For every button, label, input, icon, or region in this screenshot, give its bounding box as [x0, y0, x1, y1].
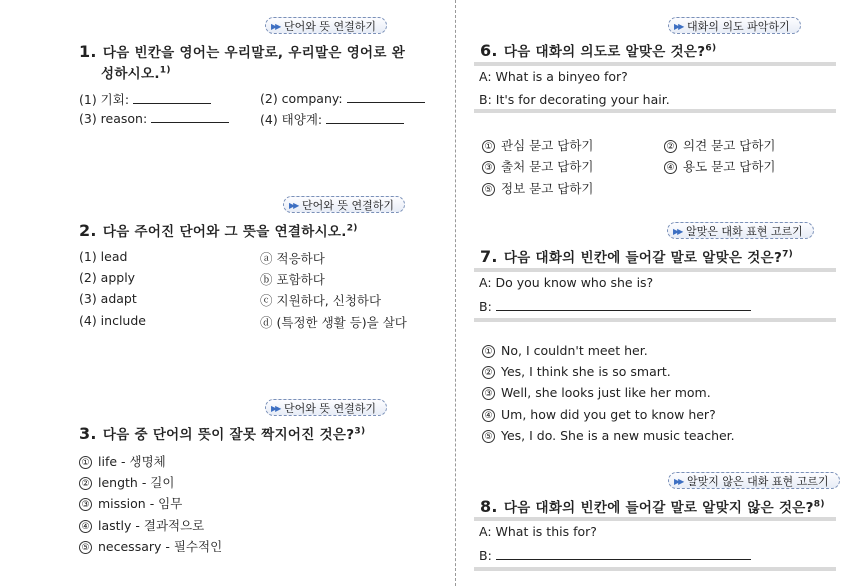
q2-meaning-d: ⓓ (특정한 생활 등)을 살다 — [260, 315, 407, 330]
q1-item-3: (3) reason: — [79, 110, 229, 126]
q1-item-2: (2) company: — [260, 90, 425, 106]
q6-dialogue-a: A: What is a binyeo for? — [479, 69, 628, 84]
q3-title: 3. 다음 중 단어의 뜻이 잘못 짝지어진 것은?$^{3)}$ — [79, 424, 366, 443]
q3-choice-5[interactable]: ⑤ necessary - 필수적인 — [79, 537, 222, 555]
q3-choice-4[interactable]: ④ lastly - 결과적으로 — [79, 516, 204, 534]
q2-word-4: (4) include — [79, 313, 146, 328]
q2-meaning-c: ⓒ 지원하다, 신청하다 — [260, 293, 382, 308]
play-arrow-icon: ▶▶ — [289, 201, 298, 210]
right-column — [462, 0, 857, 586]
q6-title: 6. 다음 대화의 의도로 알맞은 것은?$^{6)}$ — [480, 41, 717, 60]
q7-choice-3[interactable]: ③ Well, she looks just like her mom. — [482, 385, 711, 400]
q7-dialogue-a: A: Do you know who she is? — [479, 275, 654, 290]
q7-choice-1[interactable]: ① No, I couldn't meet her. — [482, 343, 648, 358]
q6-choice-1[interactable]: ① 관심 묻고 답하기 — [482, 136, 593, 154]
dialogue-top-rule — [474, 62, 836, 66]
dialogue-top-rule — [474, 517, 836, 521]
dialogue-top-rule — [474, 268, 836, 272]
q3-choice-3[interactable]: ③ mission - 임무 — [79, 494, 182, 512]
q6-dialogue-b: B: It's for decorating your hair. — [479, 92, 670, 107]
dialogue-bottom-rule — [474, 109, 836, 113]
q7-dialogue-b: B: — [479, 298, 751, 314]
q6-choice-4[interactable]: ④ 용도 묻고 답하기 — [664, 157, 775, 175]
answer-blank[interactable] — [347, 90, 425, 103]
q6-choice-2[interactable]: ② 의견 묻고 답하기 — [664, 136, 775, 154]
dialogue-blank[interactable] — [496, 298, 751, 311]
q6-choice-3[interactable]: ③ 출처 묻고 답하기 — [482, 157, 593, 175]
answer-blank[interactable] — [151, 110, 229, 123]
q1-item-1: (1) 기회: — [79, 90, 211, 108]
q2-title: 2. 다음 주어진 단어와 그 뜻을 연결하시오.$^{2)}$ — [79, 221, 358, 240]
q3-choice-1[interactable]: ① life - 생명체 — [79, 452, 166, 470]
q2-word-2: (2) apply — [79, 270, 136, 285]
q1-title: 1. 다음 빈칸을 영어는 우리말로, 우리말은 영어로 완 — [79, 42, 406, 61]
play-arrow-icon: ▶▶ — [673, 227, 682, 236]
q8-dialogue-b: B: — [479, 547, 751, 563]
play-arrow-icon: ▶▶ — [674, 22, 683, 31]
dialogue-blank[interactable] — [496, 547, 751, 560]
q7-choice-2[interactable]: ② Yes, I think she is so smart. — [482, 364, 671, 379]
q2-meaning-b: ⓑ 포함하다 — [260, 272, 325, 287]
q8-category-tag: ▶▶ 알맞지 않은 대화 표현 고르기 — [668, 472, 840, 489]
q3-category-tag: ▶▶ 단어와 뜻 연결하기 — [265, 399, 387, 416]
q8-dialogue-a: A: What is this for? — [479, 524, 597, 539]
play-arrow-icon: ▶▶ — [674, 477, 683, 486]
answer-blank[interactable] — [326, 111, 404, 124]
q7-choice-5[interactable]: ⑤ Yes, I do. She is a new music teacher. — [482, 428, 735, 443]
dialogue-bottom-rule — [474, 318, 836, 322]
dialogue-bottom-rule — [474, 567, 836, 571]
answer-blank[interactable] — [133, 91, 211, 104]
q8-title: 8. 다음 대화의 빈칸에 들어갈 말로 알맞지 않은 것은?$^{8)}$ — [480, 497, 825, 516]
q1-title-cont: 성하시오.$^{1)}$ — [101, 65, 171, 82]
q1-category-tag: ▶▶ 단어와 뜻 연결하기 — [265, 17, 387, 34]
q3-choice-2[interactable]: ② length - 길이 — [79, 473, 174, 491]
q1-item-4: (4) 태양계: — [260, 110, 404, 128]
play-arrow-icon: ▶▶ — [271, 404, 280, 413]
play-arrow-icon: ▶▶ — [271, 22, 280, 31]
q2-word-3: (3) adapt — [79, 291, 137, 306]
q2-word-1: (1) lead — [79, 249, 128, 264]
q6-category-tag: ▶▶ 대화의 의도 파악하기 — [668, 17, 801, 34]
q2-category-tag: ▶▶ 단어와 뜻 연결하기 — [283, 196, 405, 213]
q7-choice-4[interactable]: ④ Um, how did you get to know her? — [482, 407, 716, 422]
q7-category-tag: ▶▶ 알맞은 대화 표현 고르기 — [667, 222, 814, 239]
column-divider — [455, 0, 456, 586]
q2-meaning-a: ⓐ 적응하다 — [260, 251, 325, 266]
q6-choice-5[interactable]: ⑤ 정보 묻고 답하기 — [482, 179, 593, 197]
q7-title: 7. 다음 대화의 빈칸에 들어갈 말로 알맞은 것은?$^{7)}$ — [480, 247, 794, 266]
